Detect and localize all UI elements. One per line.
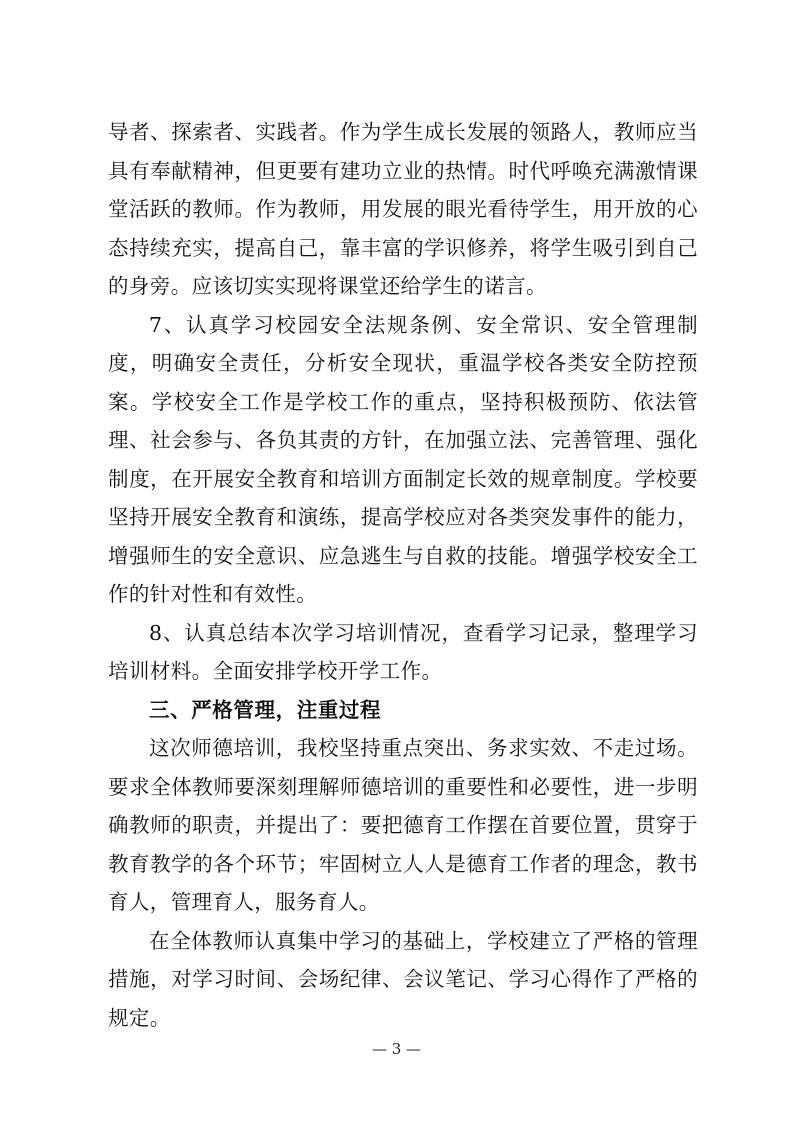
paragraph-management: 在全体教师认真集中学习的基础上，学校建立了严格的管理措施，对学习时间、会场纪律、会议笔记、学习心得作了严格的规定。 <box>108 928 698 1030</box>
paragraph-training: 这次师德培训，我校坚持重点突出、务求实效、不走过场。要求全体教师要深刻理解师德培训的重要性和必要性，进一步明确教师的职责，并提出了：要把德育工作摆在首要位置，贯穿于教育教学的各个环节；牢固树立人人是德育工作者的理念，教书育人，管理育人，服务育人。 <box>108 736 698 914</box>
paragraph-continued: 导者、探索者、实践者。作为学生成长发展的领路人，教师应当具有奉献精神，但更要有建功立业的热情。时代呼唤充满激情课堂活跃的教师。作为教师，用发展的眼光看待学生，用开放的心态持续充实，提高自己，靠丰富的学识修养，将学生吸引到自己的身旁。应该切实实现将课堂还给学生的诺言。 <box>108 120 698 298</box>
section-heading-3: 三、严格管理，注重过程 <box>149 697 382 722</box>
paragraph-item-8: 8、认真总结本次学习培训情况，查看学习记录，整理学习培训材料。全面安排学校开学工作。 <box>108 620 698 683</box>
paragraph-item-7: 7、认真学习校园安全法规条例、安全常识、安全管理制度，明确安全责任，分析安全现状，重温学校各类安全防控预案。学校安全工作是学校工作的重点，坚持积极预防、依法管理、社会参与、各负其责的方针，在加强立法、完善管理、强化制度，在开展安全教育和培训方面制定长效的规章制度。学校要坚持开展安全教育和演练，提高学校应对各类突发事件的能力，增强师生的安全意识、应急逃生与自救的技能。增强学校安全工作的针对性和有效性。 <box>108 312 698 606</box>
page-number: — 3 — <box>371 1040 422 1058</box>
document-body <box>108 113 698 1037</box>
